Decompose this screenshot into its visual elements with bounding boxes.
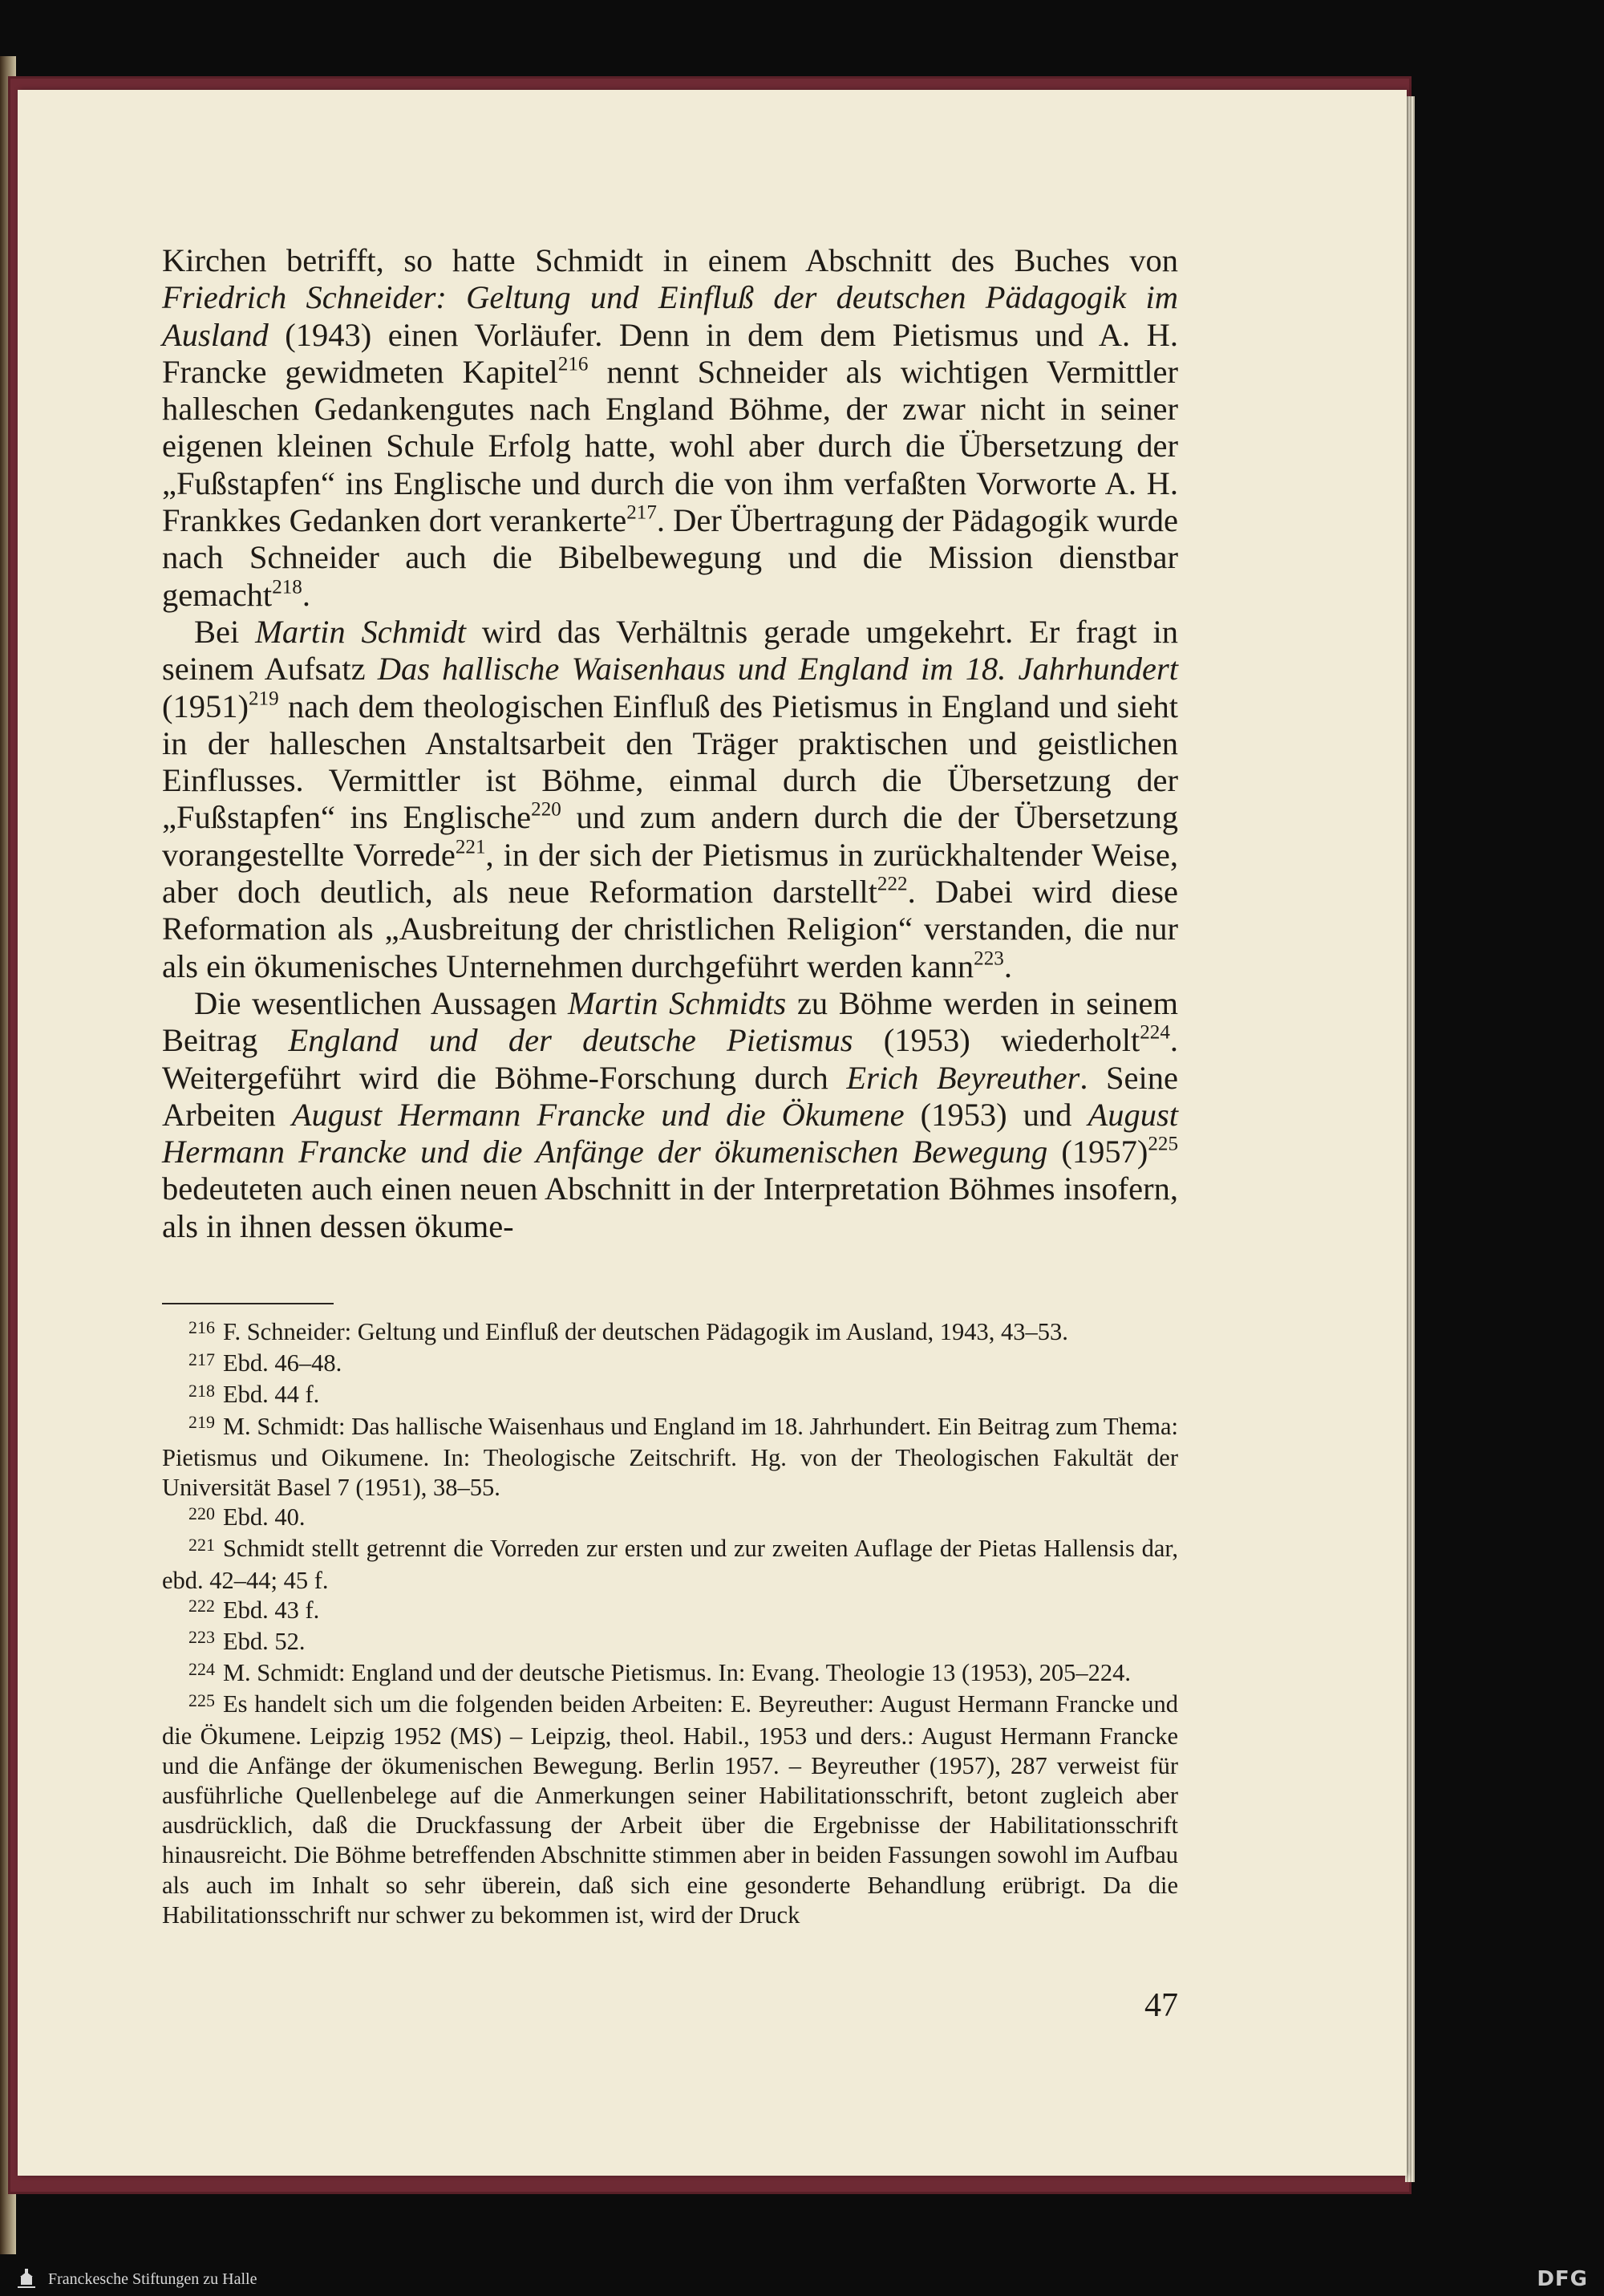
- footnote: [162, 1412, 1178, 1503]
- footnote-number: 225: [188, 1690, 215, 1710]
- footnote-text: M. Schmidt: England und der deutsche Pietismus. In: Evang. Theologie 13 (1953), 205–224.: [222, 1659, 1131, 1687]
- institution-name: Franckesche Stiftungen zu Halle: [48, 2270, 257, 2288]
- footnote: [162, 1380, 1178, 1411]
- footnote: [162, 1627, 1178, 1658]
- footnote: [162, 1317, 1178, 1349]
- main-text: [162, 242, 1178, 1245]
- footnote: [162, 1349, 1178, 1380]
- footnote-text: Ebd. 46–48.: [222, 1349, 342, 1377]
- footnote-text: Ebd. 52.: [222, 1628, 306, 1656]
- footnote-number: 219: [188, 1411, 215, 1432]
- footnote: [162, 1534, 1178, 1595]
- footnote-text: M. Schmidt: Das hallische Waisenhaus und England im 18. Jahrhundert. Ein Beitrag zum Thema: Pietismus und Oikumene. In: Theologische Zeitschrift. Hg. von der Theologischen Fakultät der Universität Basel 7 (1951), 38–55.: [162, 1412, 1178, 1502]
- francke-foundations-logo-icon: [16, 2267, 37, 2291]
- body-paragraph: Kirchen betrifft, so hatte Schmidt in einem Abschnitt des Buches von Friedrich Schneider: Geltung und Einfluß der deutschen Pädagogik im Ausland (1943) einen Vorläufer. Denn in dem dem Pietismus und A. H. Francke gewidmeten Kapitel$^{216}$ nennt Schneider als wichtigen Vermittler halleschen Gedankengutes nach England Böhme, der zwar nicht in seiner eigenen kleinen Schule Erfolg hatte, wohl aber durch die Übersetzung der „Fußstapfen“ ins Englische und durch die von ihm verfaßten Vorworte A. H. Frankkes Gedanken dort verankerte$^{217}$. Der Übertragung der Pädagogik wurde nach Schneider auch die Bibelbewegung und die Mission dienstbar gemacht$^{218}$.: [162, 242, 1179, 613]
- footnote-number: 218: [188, 1380, 215, 1401]
- footnote: [162, 1658, 1178, 1690]
- footnote-number: 222: [188, 1596, 215, 1617]
- footnote: [162, 1690, 1178, 1930]
- footnote-number: 217: [188, 1349, 215, 1369]
- footnote-text: Ebd. 43 f.: [222, 1596, 320, 1624]
- page-number: 47: [1144, 1987, 1178, 2024]
- footnote-text: Ebd. 40.: [222, 1503, 306, 1531]
- viewer-footer: [0, 2262, 1604, 2296]
- page-sheet: [18, 90, 1407, 2176]
- body-paragraph: Bei Martin Schmidt wird das Verhältnis gerade umgekehrt. Er fragt in seinem Aufsatz Das hallische Waisenhaus und England im 18. Jahrhundert $(1951)^{219}$ nach dem theologischen Einfluß des Pietismus in England und sieht in der halleschen Anstaltsarbeit den Träger praktischen und geistlichen Einflusses. Vermittler ist Böhme, einmal durch die Übersetzung der „Fußstapfen“ ins Englische$^{220}$ und zum andern durch die der Übersetzung vorangestellte Vorrede$^{221}$, in der sich der Pietismus in zurückhaltender Weise, aber doch deutlich, als neue Reformation darstellt$^{222}$. Dabei wird diese Reformation als „Ausbreitung der christlichen Religion“ verstanden, die nur als ein ökumenisches Unternehmen durchgeführt werden kann$^{223}$.: [162, 613, 1179, 984]
- dfg-logo: DFG: [1537, 2267, 1588, 2291]
- body-paragraph: Die wesentlichen Aussagen Martin Schmidts zu Böhme werden in seinem Beitrag England und der deutsche Pietismus (1953) wiederholt$^{224}$. Weitergeführt wird die Böhme-Forschung durch Erich Beyreuther. Seine Arbeiten August Hermann Francke und die Ökumene (1953) und August Hermann Francke und die Anfänge der ökumenischen Bewegung $(1957)^{225}$ bedeuteten auch einen neuen Abschnitt in der Interpretation Böhmes insofern, als in ihnen dessen ökume-: [162, 984, 1178, 1244]
- footnote-text: Es handelt sich um die folgenden beiden Arbeiten: E. Beyreuther: August Hermann Francke und die Ökumene. Leipzig 1952 (MS) – Leipzig, theol. Habil., 1953 und ders.: August Hermann Francke und die Anfänge der ökumenischen Bewegung. Berlin 1957. – Beyreuther (1957), 287 verweist für ausführliche Quellenbelege auf die Anmerkungen seiner Habilitationsschrift, betont zugleich aber ausdrücklich, daß die Druckfassung der Arbeit über die Ergebnisse der Habilitationsschrift hinausreicht. Die Böhme betreffenden Abschnitte stimmen aber in beiden Fassungen sowohl im Aufbau als auch im Inhalt so sehr überein, daß sich eine gesonderte Behandlung erübrigt. Da die Habilitationsschrift nur schwer zu bekommen ist, wird der Druck: [162, 1690, 1178, 1929]
- footnote-number: 216: [188, 1317, 215, 1338]
- footnote: [162, 1596, 1178, 1627]
- footnote-number: 220: [188, 1503, 215, 1523]
- footnote-text: Ebd. 44 f.: [222, 1381, 320, 1409]
- footnotes: [162, 1317, 1178, 1930]
- footnote-text: Schmidt stellt getrennt die Vorreden zur ersten und zur zweiten Auflage der Pietas Hallensis dar, ebd. 42–44; 45 f.: [162, 1535, 1178, 1594]
- footnote-number: 224: [188, 1658, 215, 1679]
- footnote-number: 223: [188, 1627, 215, 1648]
- footnote-text: F. Schneider: Geltung und Einfluß der deutschen Pädagogik im Ausland, 1943, 43–53.: [222, 1318, 1068, 1345]
- footnote-number: 221: [188, 1534, 215, 1555]
- footnote-separator: [162, 1303, 334, 1304]
- footnote: [162, 1503, 1178, 1534]
